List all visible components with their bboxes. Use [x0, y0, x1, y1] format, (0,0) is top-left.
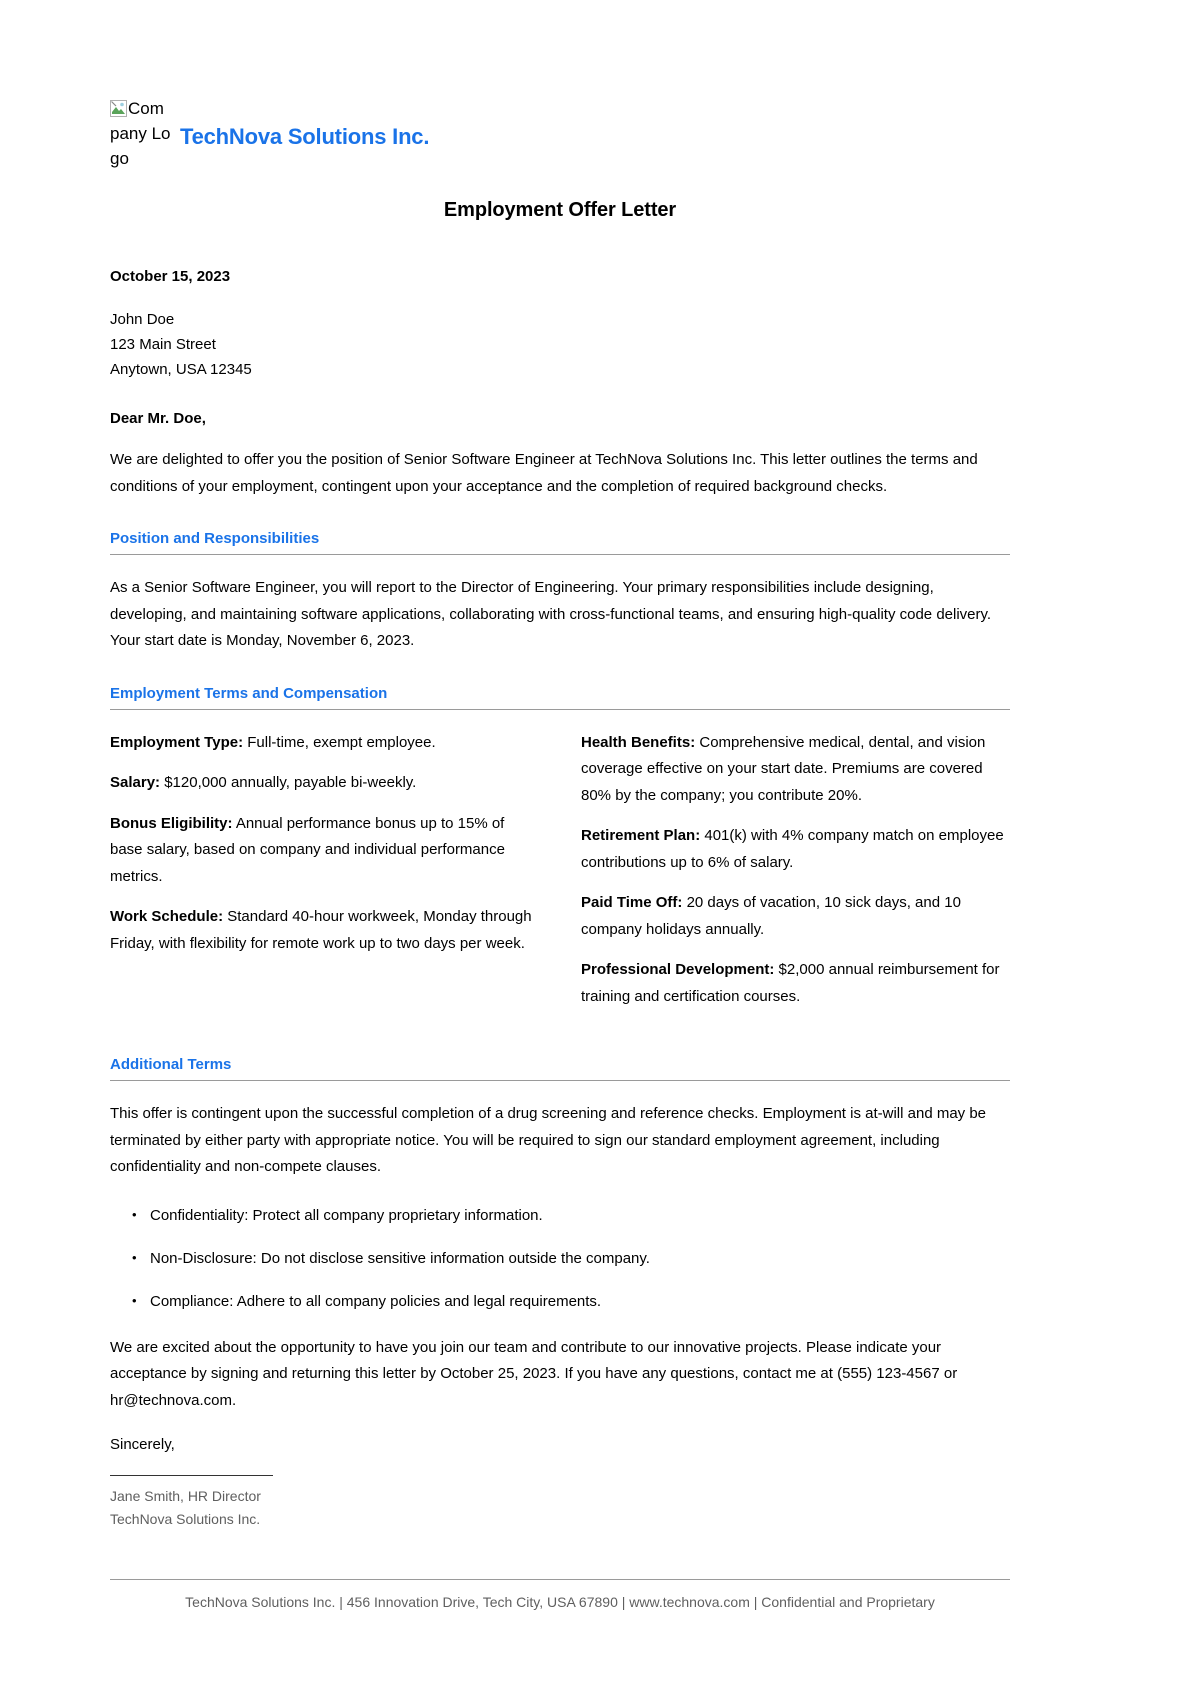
list-item: • Compliance: Adhere to all company policies and legal requirements. — [132, 1289, 1010, 1315]
term-item — [581, 730, 1010, 810]
company-logo-broken-image — [110, 96, 172, 171]
term-item — [581, 823, 1010, 876]
recipient-address-block — [110, 307, 1010, 382]
document-content — [110, 96, 1010, 1610]
company-name: TechNova Solutions Inc. — [180, 124, 430, 149]
term-value: Full-time, exempt employee. — [243, 733, 436, 751]
term-value: Standard 40-hour workweek, Monday through Friday, with flexibility for remote work up to two days per week. — [110, 908, 532, 952]
term-label: Paid Time Off: — [581, 894, 683, 911]
list-item: • Non-Disclosure: Do not disclose sensitive information outside the company. — [132, 1246, 1010, 1272]
term-value: 401(k) with 4% company match on employee contributions up to 6% of salary. — [581, 827, 1004, 871]
term-item — [581, 890, 1010, 943]
terms-left-column — [110, 724, 539, 1011]
term-label: Health Benefits: — [581, 733, 696, 751]
page-title: Employment Offer Letter — [443, 199, 677, 221]
list-item: • Confidentiality: Protect all company proprietary information. — [132, 1203, 1010, 1229]
term-value: 20 days of vacation, 10 sick days, and 10 company holidays annually. — [581, 894, 961, 938]
term-value: Comprehensive medical, dental, and vision coverage effective on your start date. Premiums are covered 80% by the company; you contribute 20%. — [581, 733, 986, 804]
recipient-name: John Doe — [110, 311, 175, 328]
salutation: Dear Mr. Doe, — [110, 410, 206, 427]
section-body-additional: This offer is contingent upon the successful completion of a drug screening and reference checks. Employment is at-will and may be terminated by either party with appropriate notice. You will be required to sign our standard employment agreement, including confidentiality and non-compete clauses. — [110, 1105, 987, 1175]
term-label: Professional Development: — [581, 961, 775, 978]
recipient-street: 123 Main Street — [110, 336, 216, 353]
closing-salutation: Sincerely, — [110, 1436, 175, 1453]
section-heading-terms: Employment Terms and Compensation — [110, 685, 1010, 710]
term-item — [581, 957, 1010, 1010]
terms-two-column-layout — [110, 724, 1010, 1011]
term-value: Annual performance bonus up to 15% of base salary, based on company and individual performance metrics. — [110, 814, 505, 885]
company-logo-alt-text: Company Logo — [110, 99, 171, 168]
intro-paragraph: We are delighted to offer you the position of Senior Software Engineer at TechNova Solutions Inc. This letter outlines the terms and conditions of your employment, contingent upon your acceptance and the completion of required background checks. — [110, 451, 978, 495]
term-label: Bonus Eligibility: — [110, 814, 233, 832]
letterhead — [110, 96, 1010, 171]
signatory-name-title: Jane Smith, HR Director — [110, 1488, 261, 1504]
document-footer: TechNova Solutions Inc. | 456 Innovation Drive, Tech City, USA 67890 | www.technova.com | Confidential and Proprietary — [110, 1579, 1010, 1610]
term-value: $120,000 annually, payable bi-weekly. — [160, 774, 417, 791]
term-label: Work Schedule: — [110, 908, 224, 925]
additional-terms-list — [110, 1203, 1010, 1315]
broken-image-icon — [110, 99, 127, 116]
section-heading-additional: Additional Terms — [110, 1056, 1010, 1081]
term-item — [110, 730, 539, 757]
term-label: Retirement Plan: — [581, 827, 701, 844]
signatory-company: TechNova Solutions Inc. — [110, 1511, 261, 1527]
term-value: $2,000 annual reimbursement for training and certification courses. — [581, 961, 1000, 1005]
signature-line — [110, 1475, 273, 1476]
term-item — [110, 770, 539, 797]
terms-right-column — [581, 724, 1010, 1011]
section-heading-position: Position and Responsibilities — [110, 530, 1010, 555]
recipient-city-state-zip: Anytown, USA 12345 — [110, 361, 252, 378]
term-label: Salary: — [110, 774, 161, 791]
term-item — [110, 811, 539, 891]
section-body-position: As a Senior Software Engineer, you will report to the Director of Engineering. Your primary responsibilities include designing, developing, and maintaining software applications, collaborating with cross-functional teams, and ensuring high-quality code delivery. Your start date is Monday, November 6, 2023. — [110, 579, 992, 649]
term-item — [110, 904, 539, 957]
letter-date: October 15, 2023 — [110, 268, 231, 285]
closing-paragraph: We are excited about the opportunity to have you join our team and contribute to our innovative projects. Please indicate your acceptance by signing and returning this letter by October 25, 2023. If you have any questions, contact me at (555) 123-4567 or hr@technova.com. — [110, 1338, 958, 1409]
term-label: Employment Type: — [110, 733, 244, 751]
